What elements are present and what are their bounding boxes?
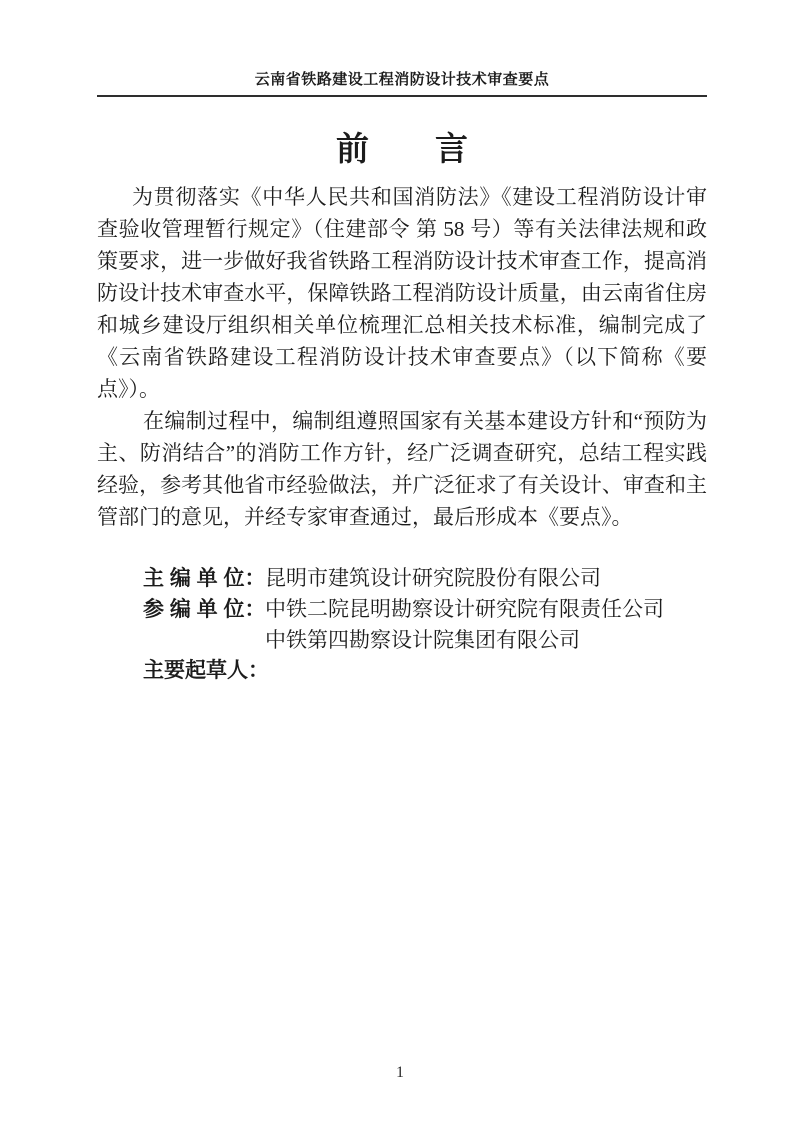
participant-editor-row-2 [97,625,707,655]
page-number: 1 [396,1064,404,1081]
chief-editor-label: 主 编 单 位： [143,567,266,590]
participant-editor-value-2: 中铁第四勘察设计院集团有限公司 [265,628,580,652]
preface-paragraph-1: 为贯彻落实《中华人民共和国消防法》《建设工程消防设计审查验收管理暂行规定》（住建部令 第 58 号）等有关法律法规和政策要求，进一步做好我省铁路工程消防设计技术审查工作，提高消防设计技术审查水平，保障铁路工程消防设计质量，由云南省住房和城乡建设厅组织相关单位梳理汇总相关技术标准，编制完成了《云南省铁路建设工程消防设计技术审查要点》（以下简称《要点》）。 [97,185,707,401]
chief-editor-value: 昆明市建筑设计研究院股份有限公司 [265,566,601,590]
participant-editor-label: 参 编 单 位： [143,598,266,621]
preface-title: 前 言 [336,132,468,168]
editors-block [97,563,707,686]
chief-editor-row [97,563,707,594]
page-content [97,0,707,686]
running-header: 云南省铁路建设工程消防设计技术审查要点 [97,70,707,97]
preface-paragraph-2: 在编制过程中，编制组遵照国家有关基本建设方针和“预防为主、防消结合”的消防工作方针，经广泛调查研究，总结工程实践经验，参考其他省市经验做法，并广泛征求了有关设计、审查和主管部门的意见，并经专家审查通过，最后形成本《要点》。 [97,409,707,529]
participant-editor-row [97,594,707,625]
participant-editor-value-1: 中铁二院昆明勘察设计研究院有限责任公司 [265,597,664,621]
drafters-label: 主要起草人： [143,659,269,682]
drafters-row [97,656,707,686]
